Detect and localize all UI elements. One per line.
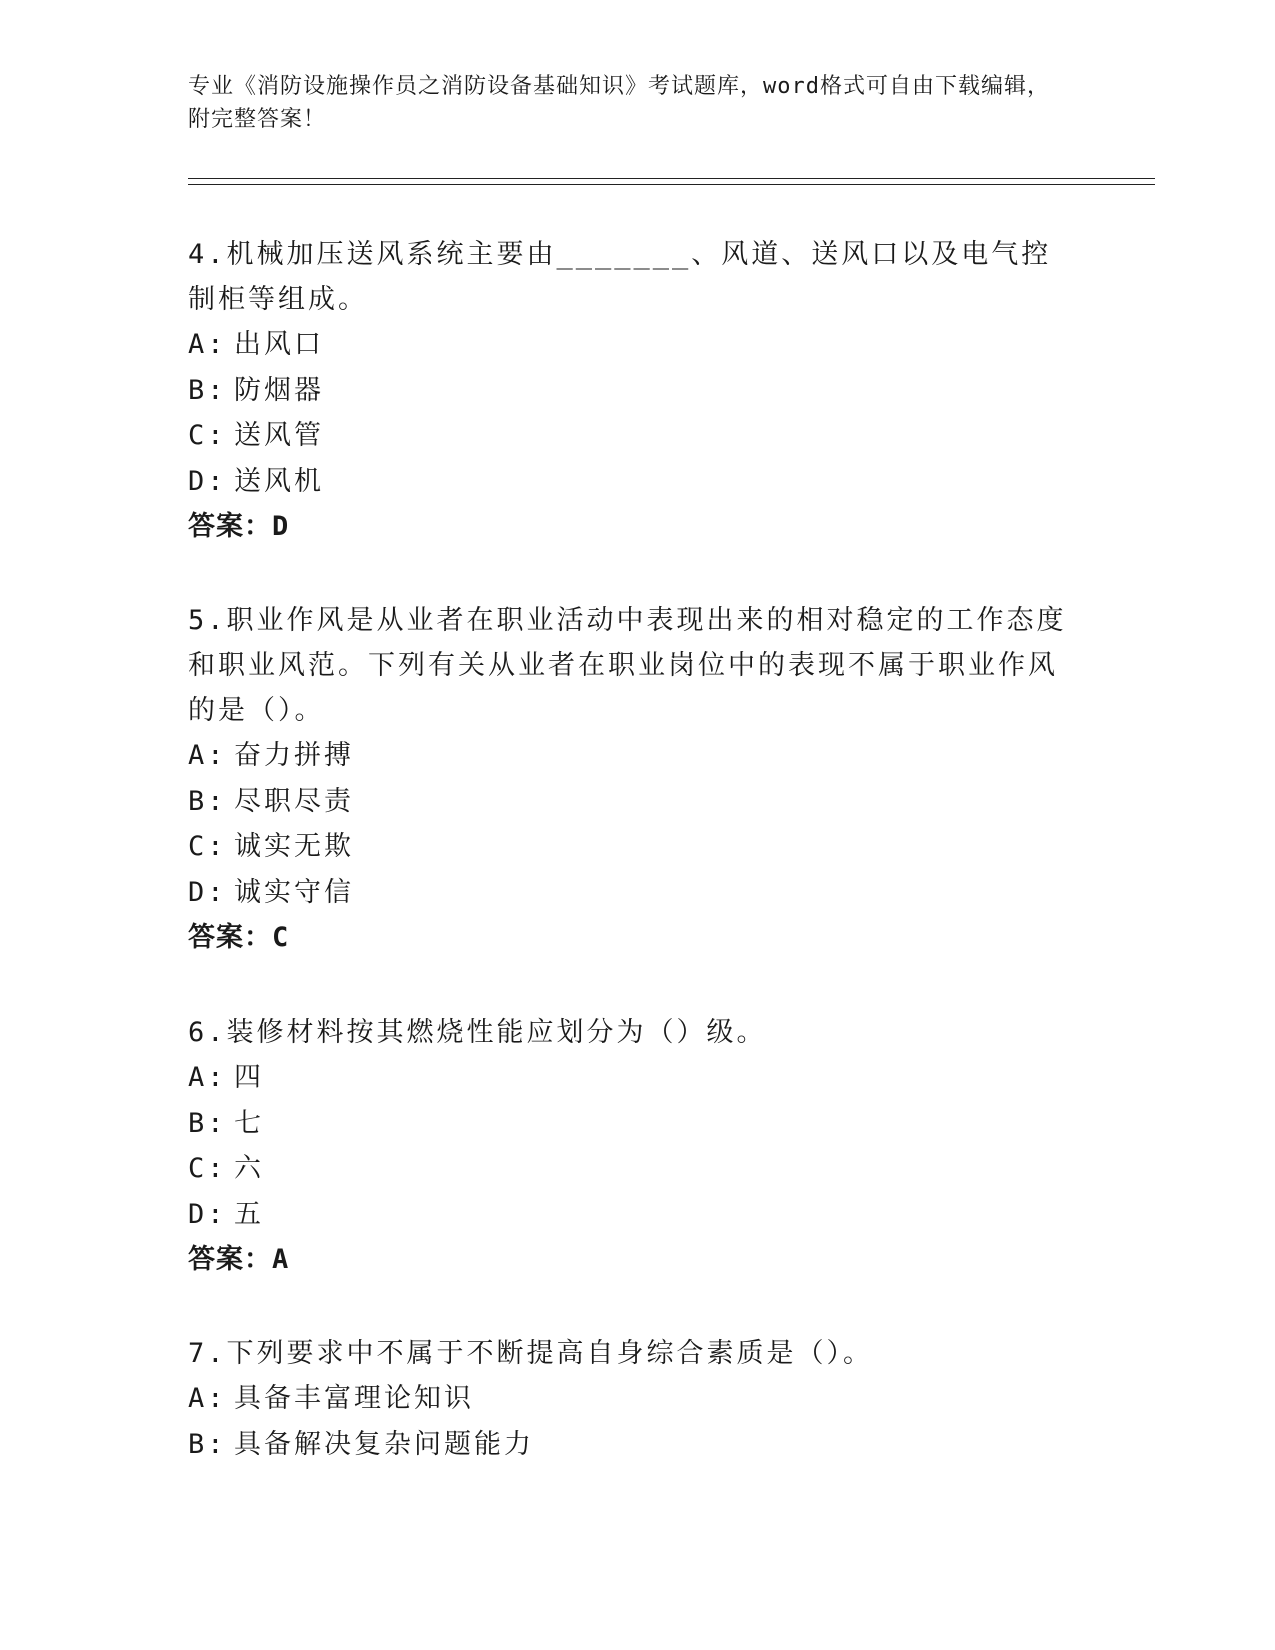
option-c xyxy=(188,413,1078,459)
option-text: 送风管 xyxy=(234,420,324,451)
option-text: 出风口 xyxy=(234,329,324,360)
question-stem: 7.下列要求中不属于不断提高自身综合素质是（）。 xyxy=(188,1338,874,1369)
answer-line: 答案：C xyxy=(188,922,290,953)
option-text: 五 xyxy=(234,1198,264,1230)
option-a xyxy=(188,322,1078,368)
option-text: 七 xyxy=(234,1107,264,1139)
option-text: 具备丰富理论知识 xyxy=(234,1383,474,1414)
option-b xyxy=(188,368,1078,414)
option-c xyxy=(188,824,1078,870)
header-divider-top xyxy=(188,178,1155,179)
question-6 xyxy=(188,1010,1078,1283)
question-7 xyxy=(188,1331,1078,1467)
option-letter: B: xyxy=(188,374,227,406)
option-letter: A: xyxy=(188,1062,227,1093)
option-a xyxy=(188,733,1078,779)
question-stem: 6.装修材料按其燃烧性能应划分为（）级。 xyxy=(188,1017,767,1048)
document-header: 专业《消防设施操作员之消防设备基础知识》考试题库，word格式可自由下载编辑，附完整答案！ xyxy=(188,74,1050,132)
option-a xyxy=(188,1376,1078,1422)
option-letter: B: xyxy=(188,1428,227,1460)
option-text: 具备解决复杂问题能力 xyxy=(234,1428,534,1460)
option-letter: D: xyxy=(188,876,227,908)
question-5 xyxy=(188,598,1078,961)
option-letter: C: xyxy=(188,831,227,862)
option-letter: A: xyxy=(188,1383,227,1414)
option-letter: C: xyxy=(188,420,227,451)
question-stem: 4.机械加压送风系统主要由_______、风道、送风口以及电气控制柜等组成。 xyxy=(188,239,1052,315)
option-text: 尽职尽责 xyxy=(234,785,354,817)
option-letter: D: xyxy=(188,1198,227,1230)
option-b xyxy=(188,1422,1078,1468)
answer-line: 答案：D xyxy=(188,511,290,542)
option-letter: A: xyxy=(188,740,227,771)
option-text: 奋力拼搏 xyxy=(234,740,354,771)
option-letter: D: xyxy=(188,465,227,497)
option-text: 防烟器 xyxy=(234,374,324,406)
option-d xyxy=(188,870,1078,916)
answer-line: 答案：A xyxy=(188,1244,290,1275)
option-text: 诚实守信 xyxy=(234,876,354,908)
option-text: 六 xyxy=(234,1153,264,1184)
question-stem: 5.职业作风是从业者在职业活动中表现出来的相对稳定的工作态度和职业风范。下列有关从业者在职业岗位中的表现不属于职业作风的是（）。 xyxy=(188,605,1067,726)
question-4 xyxy=(188,232,1078,550)
option-letter: A: xyxy=(188,329,227,360)
option-text: 送风机 xyxy=(234,465,324,497)
option-b xyxy=(188,779,1078,825)
option-letter: C: xyxy=(188,1153,227,1184)
header-divider-bottom xyxy=(188,184,1155,185)
option-text: 诚实无欺 xyxy=(234,831,354,862)
option-letter: B: xyxy=(188,1107,227,1139)
option-d xyxy=(188,459,1078,505)
option-d xyxy=(188,1192,1078,1238)
option-b xyxy=(188,1101,1078,1147)
option-letter: B: xyxy=(188,785,227,817)
option-c xyxy=(188,1146,1078,1192)
option-a xyxy=(188,1055,1078,1101)
option-text: 四 xyxy=(234,1062,264,1093)
